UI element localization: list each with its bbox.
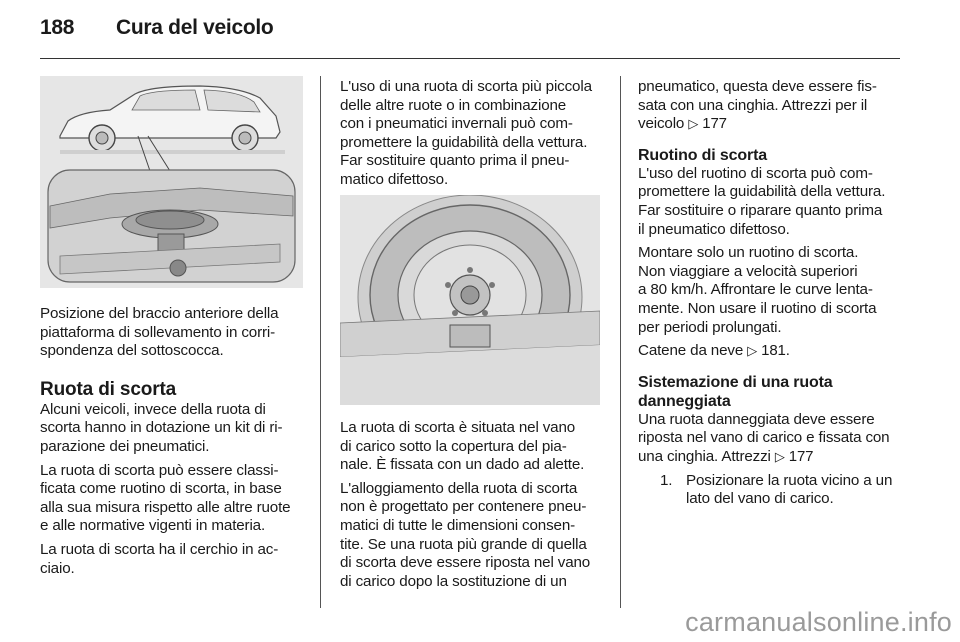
arrow-right-triangle-icon: ▷	[747, 343, 758, 359]
section-heading-spare-wheel: Ruota di scorta	[40, 378, 177, 400]
spare-wheel-illustration	[340, 195, 600, 405]
instruction-list	[638, 472, 904, 509]
paragraph: Montare solo un ruotino di scorta. Non viaggiare a velocità superiori a 80 km/h. Affrontare le curve lenta- mente. Non usare il ruotino di scorta per periodi prolungati.	[638, 244, 877, 336]
column-separator	[620, 76, 621, 608]
section-heading-damaged-wheel: Sistemazione di una ruota danneggiata	[638, 373, 833, 410]
header-rule	[40, 58, 900, 59]
arrow-right-triangle-icon: ▷	[774, 448, 785, 464]
paragraph: Alcuni veicoli, invece della ruota di scorta hanno in dotazione un kit di ri- parazione dei pneumatici.	[40, 400, 283, 455]
column-2-top	[340, 78, 610, 195]
page-reference-link[interactable]: 177	[788, 447, 814, 465]
page-reference-link[interactable]: 177	[702, 115, 727, 133]
arrow-right-triangle-icon: ▷	[688, 116, 699, 132]
list-item-number: 1.	[660, 471, 673, 489]
section-heading-space-saver: Ruotino di scorta	[638, 146, 768, 164]
paragraph: Catene da neve ▷ 181.	[638, 342, 790, 360]
paragraph: La ruota di scorta è situata nel vano di carico sotto la copertura del pia- nale. È fissata con un dado ad alette.	[340, 419, 585, 474]
lift-point-illustration	[40, 76, 303, 288]
column-2-bottom	[340, 419, 610, 596]
column-separator	[320, 76, 321, 608]
paragraph: L'uso del ruotino di scorta può com- promettere la guidabilità della vettura. Far sostituire o riparare quanto prima il pneumatico difettoso.	[638, 164, 886, 238]
page-reference-link[interactable]: 181.	[761, 342, 790, 360]
paragraph: La ruota di scorta ha il cerchio in ac- ciaio.	[40, 540, 279, 577]
paragraph: L'uso di una ruota di scorta più piccola delle altre ruote o in combinazione con i pneumatici invernali può com- promettere la guidabilità della vettura. Far sostituire quanto prima il pneu- matico difettoso.	[340, 78, 592, 188]
column-3	[638, 78, 904, 509]
page-number: 188	[40, 16, 75, 39]
page-title: Cura del veicolo	[116, 16, 274, 39]
paragraph: L'alloggiamento della ruota di scorta non è progettato per contenere pneu- matici di tutte le dimensioni consen- tite. Se una ruota più grande di quella di scorta deve essere riposta nel vano di carico dopo la sostituzione di un	[340, 479, 591, 590]
paragraph: pneumatico, questa deve essere fis- sata con una cinghia. Attrezzi per il veicolo ▷ 177	[638, 78, 877, 133]
paragraph: Una ruota danneggiata deve essere riposta nel vano di carico e fissata con una cinghia. Attrezzi ▷ 177	[638, 410, 890, 465]
figure-caption: Posizione del braccio anteriore della piattaforma di sollevamento in corri- spondenza del sottoscocca.	[40, 305, 279, 360]
paragraph: La ruota di scorta può essere classi- ficata come ruotino di scorta, in base alla sua misura rispetto alle altre ruote e alle normative vigenti in materia.	[40, 461, 291, 535]
column-1	[40, 305, 308, 583]
list-item: 1. Posizionare la ruota vicino a un lato del vano di carico.	[660, 471, 893, 508]
watermark: carmanualsonline.info	[685, 607, 952, 637]
